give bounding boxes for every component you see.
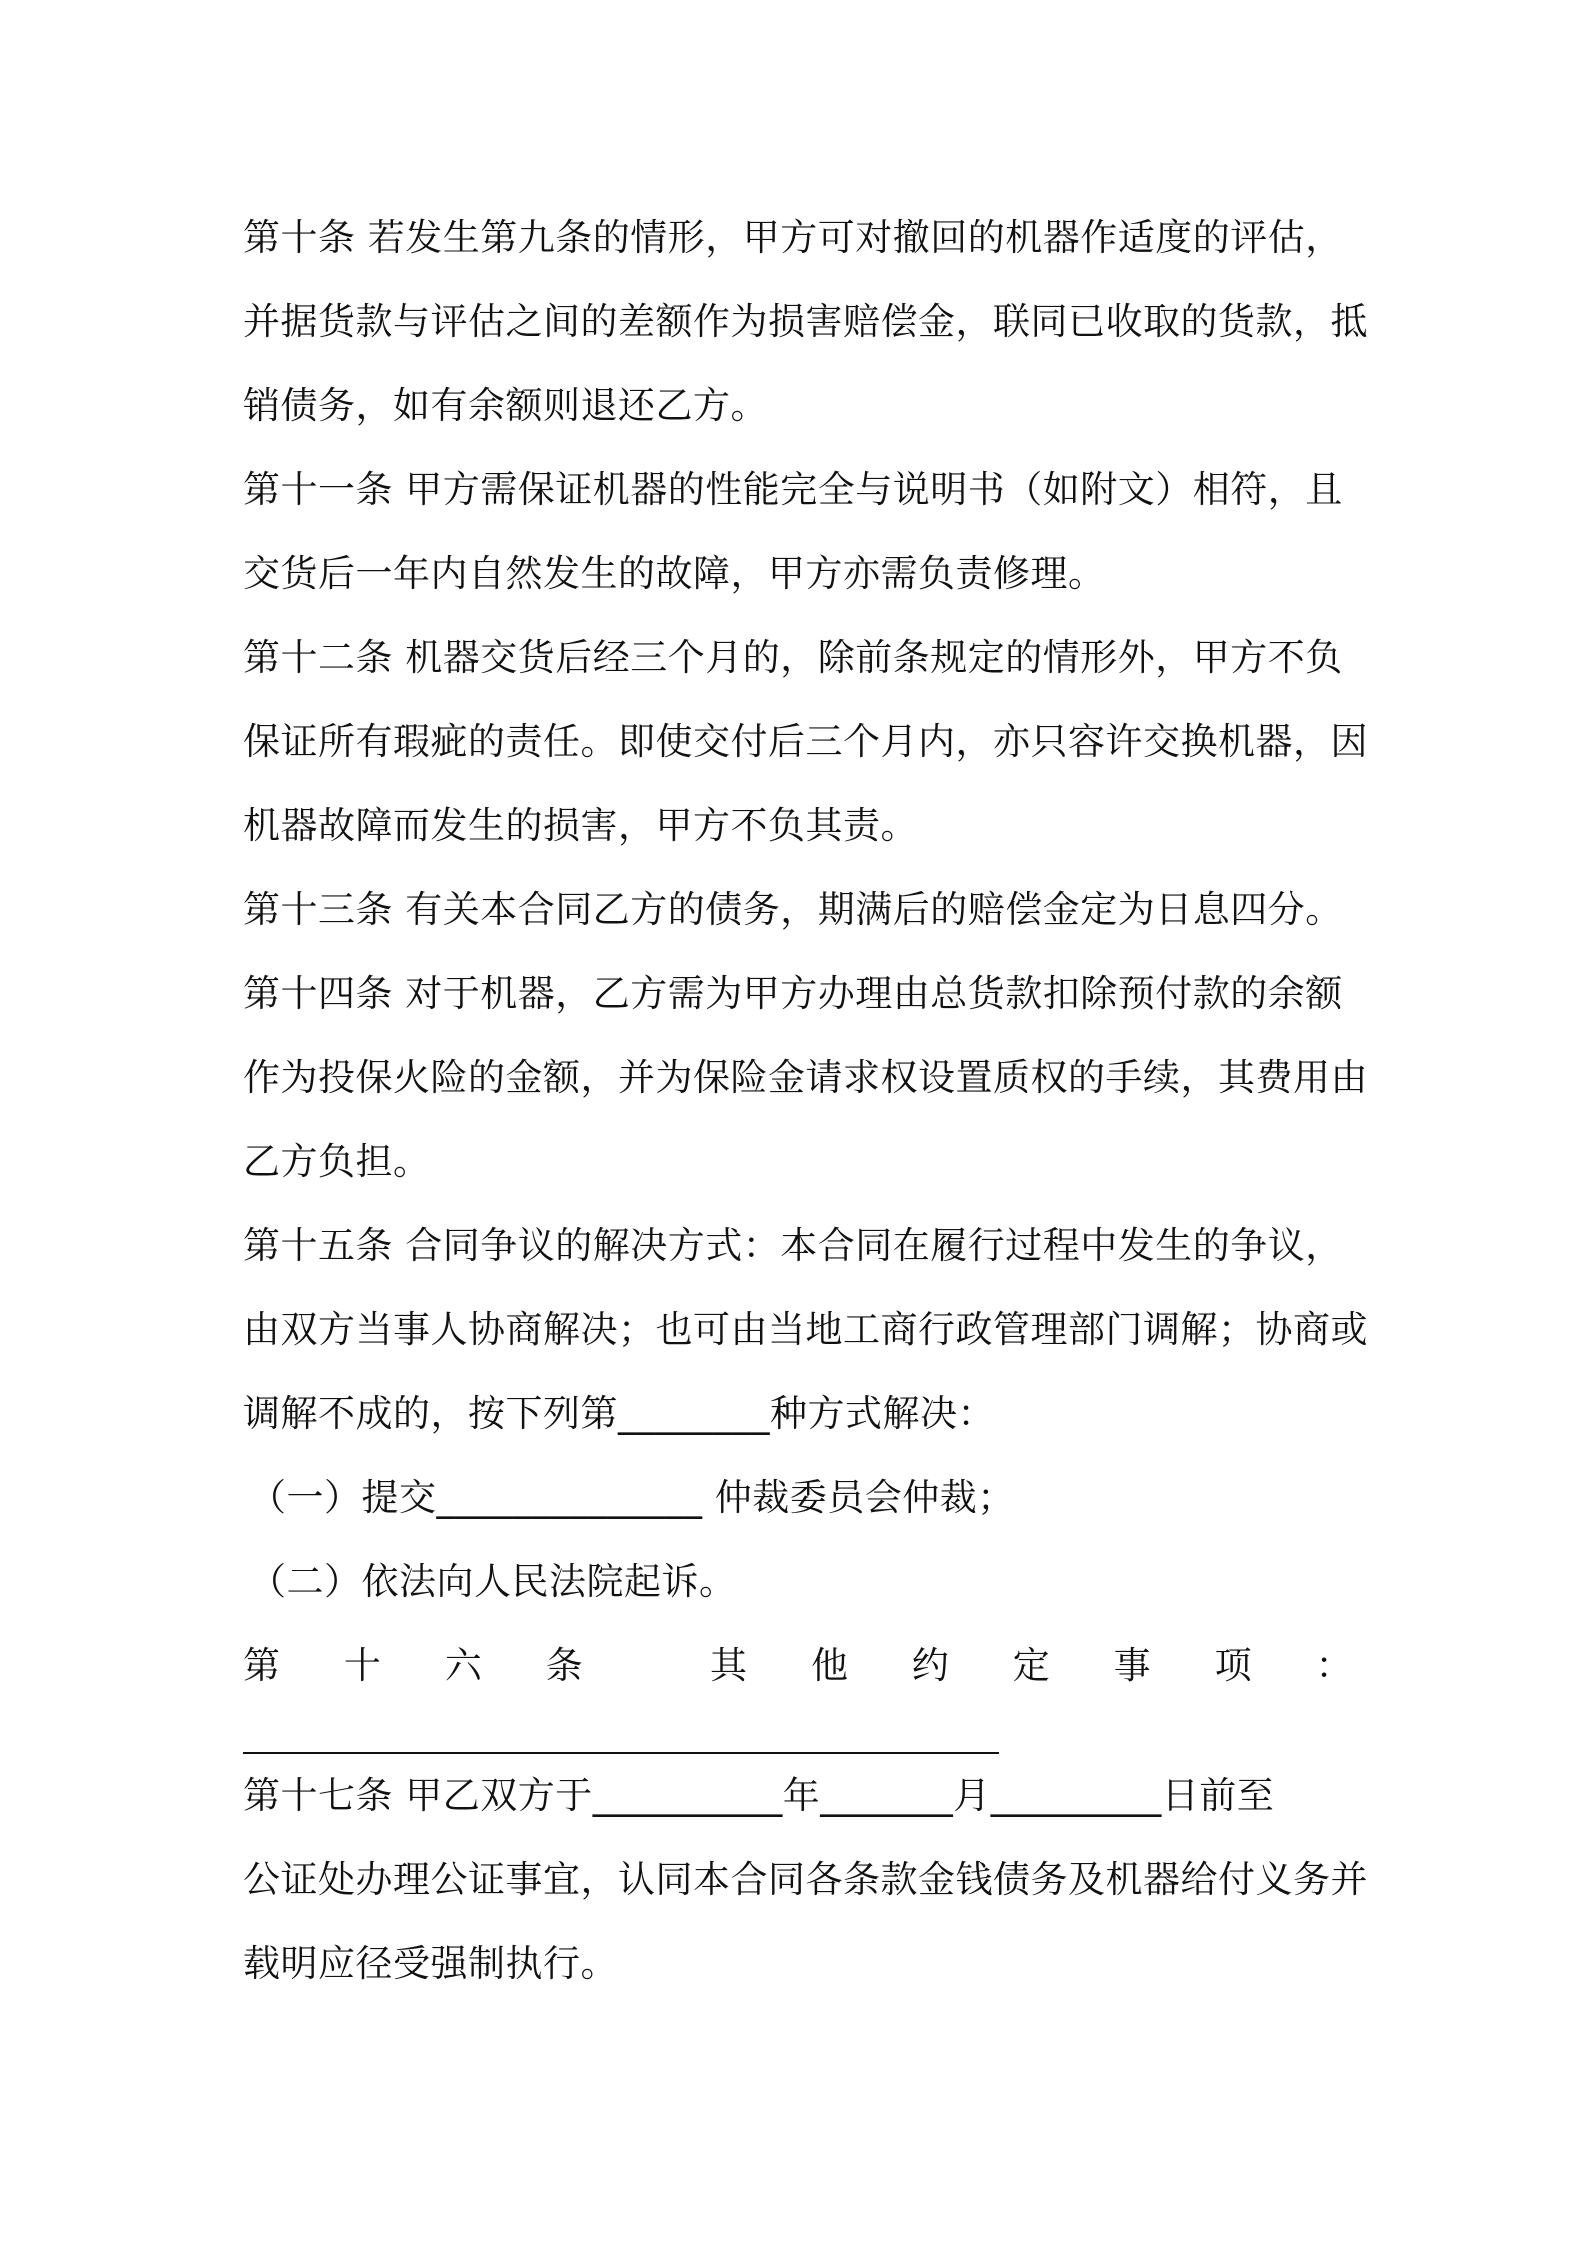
text-line: 作为投保火险的金额，并为保险金请求权设置质权的手续，其费用由 bbox=[243, 1056, 1368, 1099]
article-16-char: 事 bbox=[1113, 1644, 1152, 1687]
article-16-char: 第 bbox=[243, 1644, 281, 1687]
text-line: 第十五条 合同争议的解决方式：本合同在履行过程中发生的争议， bbox=[243, 1224, 1343, 1267]
text-line: 第十三条 有关本合同乙方的债务，期满后的赔偿金定为日息四分。 bbox=[243, 888, 1343, 931]
article-16-char: 约 bbox=[911, 1644, 950, 1687]
article-16-char: 六 bbox=[444, 1644, 483, 1687]
article-16-char: 定 bbox=[1012, 1644, 1051, 1687]
text-line: 并据货款与评估之间的差额作为损害赔偿金，联同已收取的货款，抵 bbox=[243, 300, 1368, 343]
text-line: 第十二条 机器交货后经三个月的，除前条规定的情形外，甲方不负 bbox=[243, 636, 1343, 679]
text-line: 载明应径受强制执行。 bbox=[243, 1942, 618, 1985]
text-line: 保证所有瑕疵的责任。即使交付后三个月内，亦只容许交换机器，因 bbox=[243, 720, 1368, 763]
text-line: 乙方负担。 bbox=[243, 1140, 431, 1183]
text-line: 机器故障而发生的损害，甲方不负其责。 bbox=[243, 804, 918, 847]
text-line: 第十一条 甲方需保证机器的性能完全与说明书（如附文）相符，且 bbox=[243, 468, 1343, 511]
text-line: （二）依法向人民法院起诉。 bbox=[249, 1560, 737, 1603]
contract-page bbox=[243, 196, 1368, 2006]
text-line: 调解不成的，按下列第________种方式解决： bbox=[243, 1392, 995, 1435]
text-line: 公证处办理公证事宜，认同本合同各条款金钱债务及机器给付义务并 bbox=[243, 1858, 1368, 1901]
article-16-char: 项 bbox=[1214, 1644, 1253, 1687]
text-line: 第十四条 对于机器，乙方需为甲方办理由总货款扣除预付款的余额 bbox=[243, 972, 1343, 1015]
text-line: 销债务，如有余额则退还乙方。 bbox=[243, 384, 768, 427]
text-line: （一）提交______________ 仲裁委员会仲裁； bbox=[249, 1476, 1015, 1519]
article-16-char: 其 bbox=[710, 1644, 748, 1687]
article-16-char: 他 bbox=[810, 1644, 849, 1687]
text-line: 第十七条 甲乙双方于__________年_______月_________日前至 bbox=[243, 1774, 1275, 1817]
article-16-char: 条 bbox=[545, 1644, 584, 1687]
text-line: 第十条 若发生第九条的情形，甲方可对撤回的机器作适度的评估， bbox=[243, 216, 1343, 259]
text-line: 交货后一年内自然发生的故障，甲方亦需负责修理。 bbox=[243, 552, 1106, 595]
article-16-char: ： bbox=[1315, 1644, 1353, 1687]
text-line: 由双方当事人协商解决；也可由当地工商行政管理部门调解；协商或 bbox=[243, 1308, 1368, 1351]
article-16-char: 十 bbox=[343, 1644, 382, 1687]
